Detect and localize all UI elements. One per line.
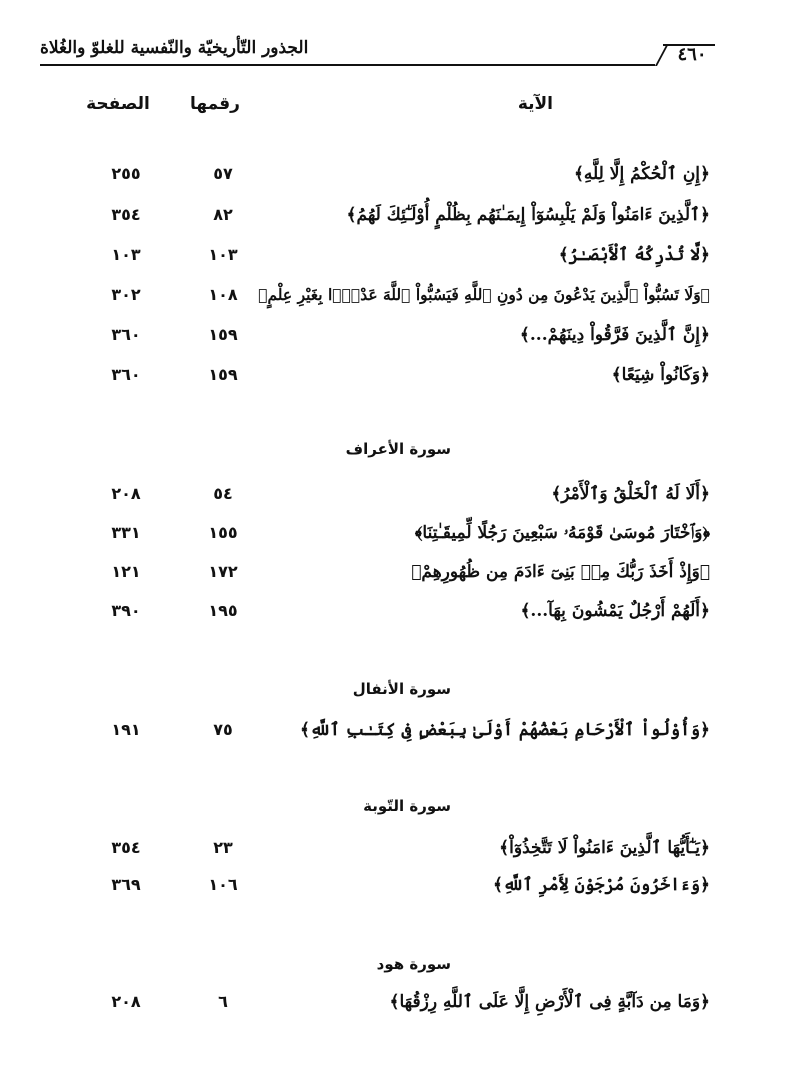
page-number: ٤٦٠	[677, 44, 707, 65]
verse-number: ١٥٥	[208, 523, 238, 542]
surah-heading-anfal: سورة الأنفال	[352, 680, 451, 698]
index-row	[60, 870, 710, 904]
verse-text: ﴿إِنِ ٱلْحُكْمُ إِلَّا لِلَّهِ﴾	[573, 164, 710, 184]
index-row	[60, 200, 710, 234]
index-row	[60, 320, 710, 354]
verse-number: ١٠٦	[208, 875, 238, 894]
page-ref: ٣٥٤	[111, 205, 141, 224]
index-row	[60, 159, 710, 193]
page-number-frame	[655, 44, 715, 66]
page-ref: ٣٦٠	[111, 365, 141, 384]
verse-text: ﴿ٱلَّذِينَ ءَامَنُواْ وَلَمْ يَلْبِسُوٓاْ إِيمَـٰنَهُم بِظُلْمٍ أُوْلَـٰٓئِكَ لَهُمُ﴾	[346, 205, 710, 225]
page-ref: ١٠٣	[111, 245, 141, 264]
index-row	[60, 518, 710, 552]
surah-heading-araf: سورة الأعراف	[345, 440, 451, 458]
verse-number: ١٥٩	[208, 365, 238, 384]
index-row	[60, 479, 710, 513]
verse-text: ﴿أَلَهُمْ أَرْجُلٌ يَمْشُونَ بِهَآ...﴾	[520, 601, 710, 621]
verse-number: ٥٧	[213, 164, 233, 183]
verse-text: ﴿أَلَا لَهُ ٱلْخَلْقُ وَٱلْأَمْرُ﴾	[551, 484, 710, 504]
verse-text: ﴿لَّا تُدْرِكُهُ ٱلْأَبْصَـٰرُ﴾	[558, 245, 710, 265]
index-row	[60, 360, 710, 394]
verse-text: ﴿وَءَاخَرُونَ مُرْجَوْنَ لِأَمْرِ ٱللَّهِ﴾	[493, 875, 710, 895]
surah-heading-tawbah: سورة التّوبة	[363, 797, 451, 815]
index-row	[60, 557, 710, 591]
verse-number: ٢٣	[213, 838, 233, 857]
page-ref: ١٩١	[111, 720, 141, 739]
column-heading-number: رقمها	[190, 94, 240, 114]
index-row	[60, 833, 710, 867]
page-ref: ٣٥٤	[111, 838, 141, 857]
column-heading-page: الصفحة	[86, 94, 150, 114]
index-row	[60, 240, 710, 274]
index-row	[60, 596, 710, 630]
verse-number: ٧٥	[213, 720, 233, 739]
running-title: الجذور التّأريخيّة والنّفسية للغلوّ والغُلاة	[40, 38, 309, 58]
verse-number: ٥٤	[213, 484, 233, 503]
verse-number: ١٧٢	[208, 562, 238, 581]
index-row	[60, 715, 710, 749]
verse-number: ٦	[218, 992, 228, 1011]
verse-text: ﴿إِنَّ ٱلَّذِينَ فَرَّقُواْ دِينَهُمْ...﴾	[519, 325, 710, 345]
verse-number: ١٩٥	[208, 601, 238, 620]
page-ref: ٣٦٩	[111, 875, 141, 894]
page-ref: ٣٩٠	[111, 601, 141, 620]
page-ref: ٢٠٨	[111, 484, 141, 503]
verse-number: ١٠٣	[208, 245, 238, 264]
page-ref: ١٢١	[111, 562, 141, 581]
verse-number: ١٠٨	[208, 285, 238, 304]
verse-text: ﴿وَإِذْ أَخَذَ رَبُّكَ مِنۢ بَنِىٓ ءَادَمَ مِن ظُهُورِهِمْ﴾	[411, 562, 710, 582]
verse-text: ﴿وَأُوْلُواْ ٱلْأَرْحَامِ بَعْضُهُمْ أَوْلَىٰ بِبَعْضٍ فِى كِتَـٰبِ ٱللَّهِ﴾	[300, 720, 710, 740]
index-row	[60, 280, 710, 314]
page-ref: ٢٥٥	[111, 164, 141, 183]
verse-text: ﴿يَـٰٓأَيُّهَا ٱلَّذِينَ ءَامَنُواْ لَا تَتَّخِذُوٓاْ﴾	[499, 838, 710, 858]
verse-text: ﴿وَكَانُواْ شِيَعًا﴾	[611, 365, 710, 385]
page-ref: ٢٠٨	[111, 992, 141, 1011]
page-ref: ٣٠٢	[111, 285, 141, 304]
verse-number: ١٥٩	[208, 325, 238, 344]
verse-text: ﴿وَلَا تَسُبُّواْ ٱلَّذِينَ يَدْعُونَ مِن دُونِ ٱللَّهِ فَيَسُبُّواْ ٱللَّهَ عَدْوًۢا بِغَيْرِ عِلْمٍ﴾	[258, 285, 710, 304]
verse-text: ﴿وَمَا مِن دَآبَّةٍ فِى ٱلْأَرْضِ إِلَّا عَلَى ٱللَّهِ رِزْقُهَا﴾	[389, 992, 710, 1012]
surah-heading-hud: سورة هود	[376, 955, 451, 973]
verse-text: ﴿وَٱخْتَارَ مُوسَىٰ قَوْمَهُۥ سَبْعِينَ رَجُلًا لِّمِيقَـٰتِنَا﴾	[414, 523, 710, 543]
column-heading-verse: الآية	[517, 94, 553, 114]
header-rule	[40, 64, 655, 66]
page-ref: ٣٣١	[111, 523, 141, 542]
verse-number: ٨٢	[213, 205, 233, 224]
index-row	[60, 987, 710, 1021]
page-ref: ٣٦٠	[111, 325, 141, 344]
